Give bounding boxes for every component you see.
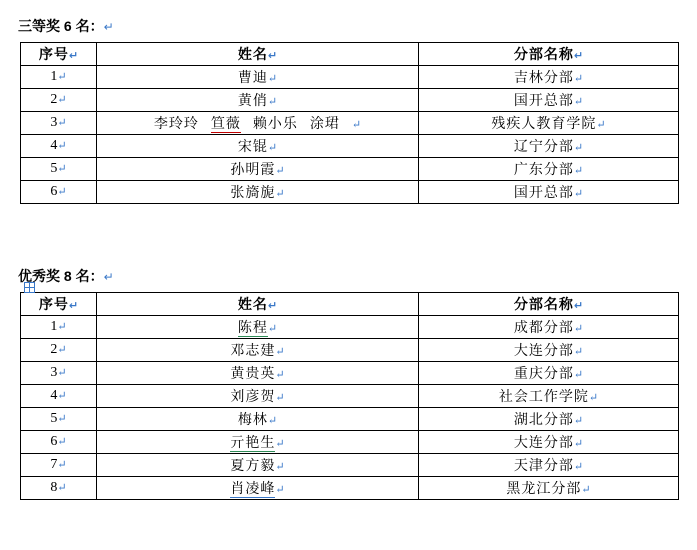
- table-row: [21, 431, 679, 454]
- cell-name: [97, 477, 419, 500]
- cell-index: [21, 454, 97, 477]
- cell-mark-icon: ↵: [267, 415, 278, 427]
- cell-index: [21, 158, 97, 181]
- column-header-index-label: 序号: [38, 46, 69, 62]
- cell-name-value: 陈程: [237, 321, 268, 336]
- cell-index: [21, 89, 97, 112]
- cell-name-value: 刘彦贺: [230, 390, 276, 405]
- cell-index: [21, 431, 97, 454]
- cell-mark-icon: ↵: [573, 461, 584, 473]
- cell-mark-icon: ↵: [267, 300, 278, 312]
- section-excellence-prize: [0, 268, 697, 500]
- cell-dept-value: 黑龙江分部: [506, 482, 582, 497]
- table-row: [21, 362, 679, 385]
- cell-index-value: 2: [50, 342, 58, 357]
- section-heading-text: 三等奖 6 名：: [18, 18, 104, 34]
- cell-index: [21, 385, 97, 408]
- cell-mark-icon: ↵: [573, 50, 584, 62]
- table-row: [21, 477, 679, 500]
- cell-index: [21, 112, 97, 135]
- cell-index-value: 1: [50, 319, 58, 334]
- cell-name-part: 赖小乐: [252, 117, 298, 132]
- cell-index: [21, 408, 97, 431]
- cell-mark-icon: ↵: [596, 119, 606, 131]
- cell-mark-icon: ↵: [275, 188, 285, 200]
- cell-index-value: 5: [50, 411, 58, 426]
- cell-dept-value: 天津分部: [513, 459, 574, 474]
- table-excellence-prize: [20, 292, 679, 500]
- cell-name-value: 孙明霞: [230, 163, 276, 178]
- cell-dept: [419, 362, 679, 385]
- cell-name-value: 黄俏: [237, 94, 268, 109]
- cell-name: [97, 431, 419, 454]
- anchor-object-marker-icon: [24, 282, 35, 293]
- column-header-dept-label: 分部名称: [513, 46, 574, 62]
- cell-mark-icon: ↵: [588, 392, 599, 404]
- cell-name: [97, 66, 419, 89]
- cell-mark-icon: ↵: [57, 390, 67, 402]
- cell-mark-icon: ↵: [573, 369, 584, 381]
- column-header-index-label: 序号: [38, 296, 69, 312]
- cell-index-value: 4: [50, 388, 58, 403]
- section-heading: [18, 268, 697, 285]
- cell-dept: [419, 135, 679, 158]
- cell-mark-icon: ↵: [573, 165, 584, 177]
- cell-index: [21, 181, 97, 204]
- cell-mark-icon: ↵: [57, 321, 67, 333]
- cell-name-part: 李玲玲: [153, 117, 199, 132]
- cell-name: [97, 181, 419, 204]
- cell-mark-icon: ↵: [351, 119, 362, 131]
- cell-mark-icon: ↵: [275, 392, 285, 404]
- table-third-prize: [20, 42, 679, 204]
- cell-dept-value: 国开总部: [513, 186, 574, 201]
- cell-dept-value: 辽宁分部: [513, 140, 574, 155]
- table-row: [21, 408, 679, 431]
- cell-name-part: 涂珺: [309, 117, 340, 132]
- cell-index-value: 7: [50, 457, 58, 472]
- cell-name: [97, 158, 419, 181]
- cell-dept: [419, 316, 679, 339]
- cell-name: [97, 89, 419, 112]
- cell-mark-icon: ↵: [275, 484, 285, 496]
- cell-mark-icon: ↵: [267, 96, 278, 108]
- cell-name-value: 黄贵英: [230, 367, 276, 382]
- cell-name-value: 肖凌峰: [230, 482, 276, 497]
- cell-dept: [419, 454, 679, 477]
- cell-mark-icon: ↵: [68, 300, 79, 312]
- cell-name-part: 笪薇: [210, 117, 241, 132]
- cell-mark-icon: ↵: [573, 323, 584, 335]
- cell-name-value: 邓志建: [230, 344, 276, 359]
- cell-name-value: 曹迪: [237, 71, 268, 86]
- column-header-dept: [419, 293, 679, 316]
- cell-mark-icon: ↵: [68, 50, 79, 62]
- cell-dept: [419, 431, 679, 454]
- cell-index-value: 4: [50, 138, 58, 153]
- cell-mark-icon: ↵: [57, 459, 67, 471]
- cell-mark-icon: ↵: [573, 346, 584, 358]
- cell-mark-icon: ↵: [275, 165, 285, 177]
- cell-name: [97, 135, 419, 158]
- column-header-name: [97, 43, 419, 66]
- cell-name-value: 梅林: [237, 413, 268, 428]
- cell-mark-icon: ↵: [267, 73, 278, 85]
- section-heading: [18, 18, 697, 35]
- cell-name: [97, 385, 419, 408]
- cell-dept: [419, 66, 679, 89]
- paragraph-mark-icon: ↵: [103, 20, 114, 34]
- cell-mark-icon: ↵: [57, 140, 67, 152]
- cell-index: [21, 477, 97, 500]
- cell-index-value: 3: [50, 365, 58, 380]
- table-row: [21, 339, 679, 362]
- cell-dept: [419, 339, 679, 362]
- cell-dept-value: 湖北分部: [513, 413, 574, 428]
- cell-mark-icon: ↵: [57, 71, 67, 83]
- section-heading-text: 优秀奖 8 名：: [18, 268, 104, 284]
- cell-mark-icon: ↵: [267, 142, 278, 154]
- cell-index-value: 6: [50, 434, 58, 449]
- cell-dept: [419, 181, 679, 204]
- table-header-row: [21, 43, 679, 66]
- column-header-name-label: 姓名: [237, 296, 268, 312]
- column-header-dept-label: 分部名称: [513, 296, 574, 312]
- table-row: [21, 89, 679, 112]
- cell-name-value: 亓艳生: [230, 436, 276, 451]
- cell-mark-icon: ↵: [573, 142, 584, 154]
- cell-mark-icon: ↵: [57, 367, 67, 379]
- cell-dept-value: 重庆分部: [513, 367, 574, 382]
- paragraph-mark-icon: ↵: [103, 270, 114, 284]
- column-header-name-label: 姓名: [237, 46, 268, 62]
- cell-name: [97, 316, 419, 339]
- cell-name: [97, 339, 419, 362]
- cell-mark-icon: ↵: [267, 50, 278, 62]
- cell-mark-icon: ↵: [57, 344, 67, 356]
- cell-mark-icon: ↵: [573, 188, 584, 200]
- cell-dept-value: 大连分部: [513, 436, 574, 451]
- cell-name-value: 张旖旎: [230, 186, 276, 201]
- table-row: [21, 316, 679, 339]
- cell-index-value: 1: [50, 69, 58, 84]
- table-header-row: [21, 293, 679, 316]
- cell-index-value: 8: [50, 480, 58, 495]
- cell-name-value: 宋锟: [237, 140, 268, 155]
- cell-index-value: 6: [50, 184, 58, 199]
- cell-mark-icon: ↵: [581, 484, 591, 496]
- section-third-prize: [0, 18, 697, 204]
- cell-mark-icon: ↵: [57, 117, 67, 129]
- table-row: [21, 112, 679, 135]
- cell-mark-icon: ↵: [573, 73, 584, 85]
- column-header-index: [21, 43, 97, 66]
- table-row: [21, 158, 679, 181]
- cell-dept: [419, 112, 679, 135]
- cell-mark-icon: ↵: [57, 436, 67, 448]
- table-row: [21, 135, 679, 158]
- cell-mark-icon: ↵: [573, 415, 584, 427]
- cell-mark-icon: ↵: [573, 96, 584, 108]
- cell-mark-icon: ↵: [57, 94, 67, 106]
- cell-name-value: 夏方毅: [230, 459, 276, 474]
- cell-name: [97, 112, 419, 135]
- cell-mark-icon: ↵: [267, 323, 278, 335]
- cell-index: [21, 316, 97, 339]
- cell-index-value: 2: [50, 92, 58, 107]
- cell-name: [97, 408, 419, 431]
- cell-mark-icon: ↵: [57, 482, 67, 494]
- cell-index: [21, 362, 97, 385]
- cell-dept-value: 社会工作学院: [498, 390, 589, 405]
- cell-mark-icon: ↵: [573, 438, 584, 450]
- cell-mark-icon: ↵: [57, 186, 67, 198]
- cell-mark-icon: ↵: [275, 346, 285, 358]
- cell-mark-icon: ↵: [275, 438, 285, 450]
- cell-mark-icon: ↵: [275, 369, 285, 381]
- table-row: [21, 66, 679, 89]
- cell-dept-value: 成都分部: [513, 321, 574, 336]
- table-row: [21, 181, 679, 204]
- cell-dept: [419, 89, 679, 112]
- table-row: [21, 454, 679, 477]
- cell-dept: [419, 408, 679, 431]
- cell-dept-value: 吉林分部: [513, 71, 574, 86]
- cell-dept-value: 大连分部: [513, 344, 574, 359]
- cell-index-value: 5: [50, 161, 58, 176]
- cell-name: [97, 362, 419, 385]
- cell-mark-icon: ↵: [57, 413, 67, 425]
- cell-dept-value: 残疾人教育学院: [491, 117, 597, 132]
- cell-dept: [419, 158, 679, 181]
- cell-name: [97, 454, 419, 477]
- cell-index-value: 3: [50, 115, 58, 130]
- cell-mark-icon: ↵: [57, 163, 67, 175]
- cell-index: [21, 66, 97, 89]
- column-header-name: [97, 293, 419, 316]
- cell-dept: [419, 385, 679, 408]
- cell-dept-value: 国开总部: [513, 94, 574, 109]
- cell-dept-value: 广东分部: [513, 163, 574, 178]
- column-header-dept: [419, 43, 679, 66]
- cell-mark-icon: ↵: [275, 461, 285, 473]
- cell-dept: [419, 477, 679, 500]
- cell-index: [21, 339, 97, 362]
- cell-index: [21, 135, 97, 158]
- cell-mark-icon: ↵: [573, 300, 584, 312]
- table-row: [21, 385, 679, 408]
- column-header-index: [21, 293, 97, 316]
